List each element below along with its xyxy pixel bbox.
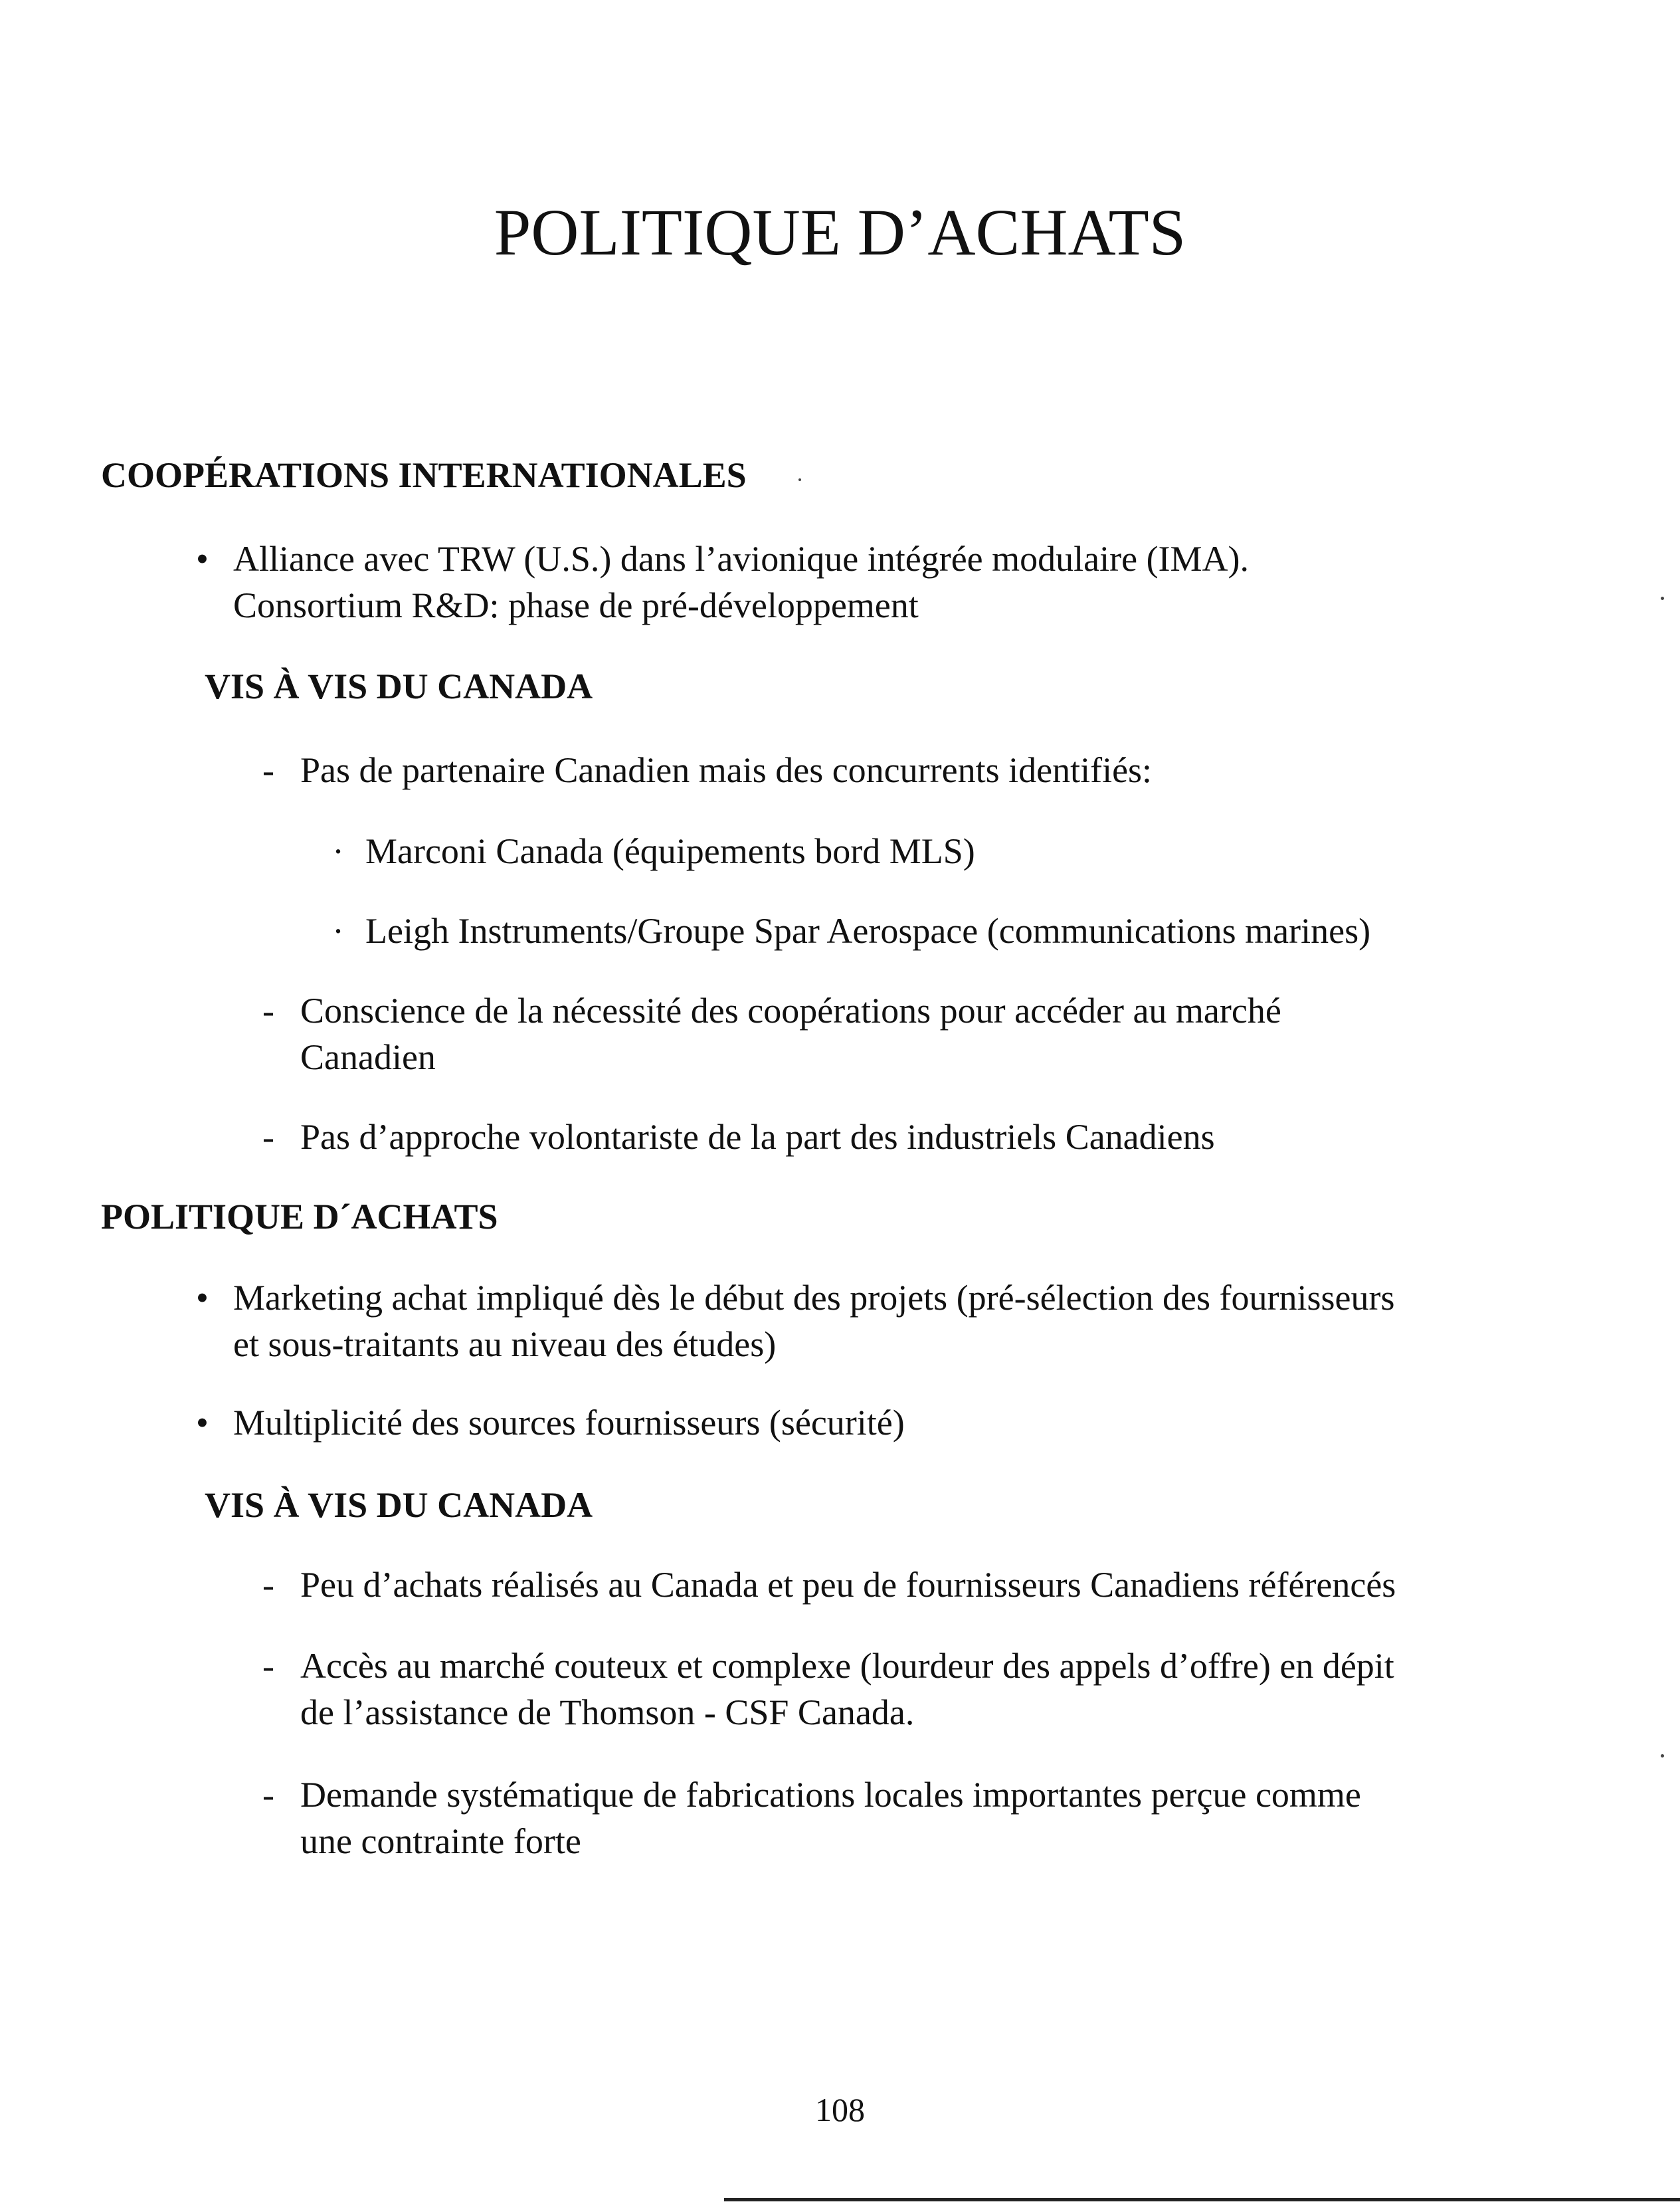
scan-speck (798, 478, 801, 481)
list-item-text-line: une contrainte forte (300, 1821, 581, 1861)
list-item-text-line: Accès au marché couteux et complexe (lourdeur des appels d’offre) en dépit (300, 1646, 1394, 1686)
dot-marker: · (332, 911, 344, 951)
list-item-text-line: Canadien (300, 1037, 436, 1077)
bullet-marker: • (196, 539, 209, 579)
list-item-text-line: Multiplicité des sources fournisseurs (sécurité) (233, 1403, 905, 1443)
dash-marker: - (262, 1775, 274, 1815)
list-item-text-line: et sous-traitants au niveau des études) (233, 1324, 777, 1364)
page-number: 108 (815, 2091, 865, 2128)
bullet-marker: • (196, 1278, 209, 1318)
list-item-text-line: Demande systématique de fabrications locales importantes perçue comme (300, 1775, 1361, 1815)
list-item-text-line: Marketing achat impliqué dès le début des projets (pré-sélection des fournisseurs (233, 1278, 1395, 1318)
list-item-text-line: Peu d’achats réalisés au Canada et peu de fournisseurs Canadiens référencés (300, 1565, 1396, 1605)
section-heading-cooperations: COOPÉRATIONS INTERNATIONALES (101, 455, 747, 495)
dash-marker: - (262, 991, 274, 1031)
dash-marker: - (262, 750, 274, 790)
subsection-heading-canada: VIS À VIS DU CANADA (205, 1485, 593, 1525)
list-item-text-line: Marconi Canada (équipements bord MLS) (365, 831, 975, 871)
list-item-text-line: de l’assistance de Thomson - CSF Canada. (300, 1692, 915, 1732)
list-item-text-line: Pas d’approche volontariste de la part des industriels Canadiens (300, 1117, 1215, 1157)
section-heading-politique: POLITIQUE D´ACHATS (101, 1197, 498, 1237)
list-item-text-line: Alliance avec TRW (U.S.) dans l’avionique intégrée modulaire (IMA). (233, 539, 1250, 579)
scan-speck (1661, 1754, 1664, 1758)
list-item-text-line: Consortium R&D: phase de pré-développement (233, 585, 919, 625)
list-item-text-line: Leigh Instruments/Groupe Spar Aerospace (communications marines) (365, 911, 1371, 951)
bottom-rule (724, 2198, 1680, 2201)
dash-marker: - (262, 1117, 274, 1157)
dash-marker: - (262, 1646, 274, 1686)
list-item-text-line: Conscience de la nécessité des coopérations pour accéder au marché (300, 991, 1281, 1031)
subsection-heading-canada: VIS À VIS DU CANADA (205, 666, 593, 706)
list-item-text-line: Pas de partenaire Canadien mais des concurrents identifiés: (300, 750, 1153, 790)
scan-speck (1661, 597, 1664, 600)
dash-marker: - (262, 1565, 274, 1605)
bullet-marker: • (196, 1403, 209, 1443)
page-title: POLITIQUE D’ACHATS (494, 195, 1186, 269)
dot-marker: · (332, 831, 344, 871)
